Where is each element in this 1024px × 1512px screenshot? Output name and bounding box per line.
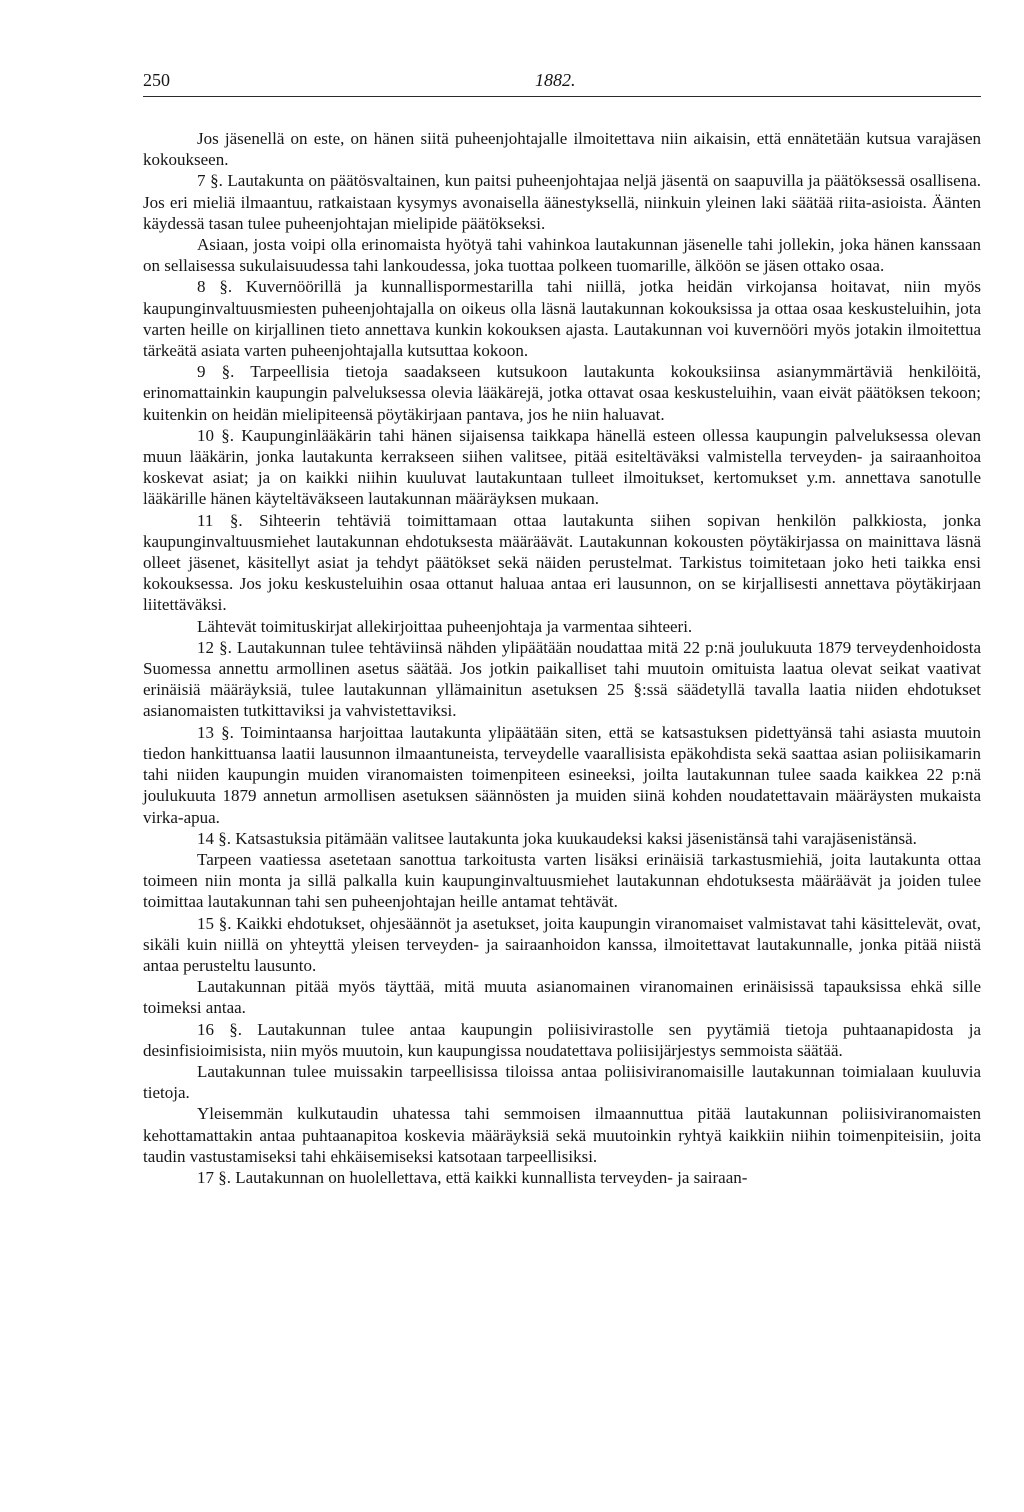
- paragraph-section-16: 16 §. Lautakunnan tulee antaa kaupungin poliisivirastolle sen pyytämiä tietoja puhtaanapidosta ja desinfisioimisista, niin myös muutoin, kun kaupungissa noudatettava poliisijärjestys semmoista säätää.: [143, 1019, 981, 1060]
- running-header-year: 1882.: [535, 70, 576, 90]
- paragraph: Jos jäsenellä on este, on hänen siitä puheenjohtajalle ilmoitettava niin aikaisin, että ennätetään kutsua varajäsen kokoukseen.: [143, 129, 981, 170]
- paragraph-section-12: 12 §. Lautakunnan tulee tehtäviinsä nähden ylipäätään noudattaa mitä 22 p:nä joulukuuta 1879 terveydenhoidosta Suomessa annettu armollinen asetus säätää. Jos jotkin paikalliset tahi muutoin omituista laatua olevat seikat vaativat erinäisiä määräyksiä, tulee lautakunnan yllämainitun asetuksen 25 §:ssä säädetyllä tavalla laatia niiden ehdotukset asianomaisten tutkittaviksi ja vahvistettaviksi.: [143, 637, 981, 721]
- paragraph: Lähtevät toimituskirjat allekirjoittaa puheenjohtaja ja varmentaa sihteeri.: [197, 616, 693, 636]
- paragraph-section-9: 9 §. Tarpeellisia tietoja saadakseen kutsukoon lautakunta kokouksiinsa asianymmärtäviä henkilöitä, erinomattainkin kaupungin palveluksessa olevia lääkärejä, jotka ottavat osaa keskusteluihin, vaan eivät päätöksen tekoon; kuitenkin on heidän mielipiteensä pöytäkirjaan pantava, jos he niin haluavat.: [143, 362, 981, 424]
- paragraph-section-15: 15 §. Kaikki ehdotukset, ohjesäännöt ja asetukset, joita kaupungin viranomaiset valmistavat tahi käsittelevät, ovat, sikäli kuin niillä on yhteyttä yleisen terveyden- ja sairaanhoidon kanssa, ilmoitettavat lautakunnalle, jonka pitää niistä antaa perusteltu lausunto.: [143, 913, 981, 975]
- paragraph-section-13: 13 §. Toimintaansa harjoittaa lautakunta ylipäätään siten, että se katsastuksen pidettyänsä tahi asiasta muutoin tiedon hankittuansa laatii lausunnon ilmaantuneista, terveydelle vaarallisista epäkohdista sekä saattaa asian poliisikamarin tahi niiden kaupungin muiden viranomaisten toimenpiteen esineeksi, joilta lautakunnan tulee saada kaikkea 22 p:nä joulukuuta 1879 annetun armollisen asetuksen säännösten ja muiden siinä kohden noudatettavain määräysten mukaista virka-apua.: [143, 722, 981, 827]
- paragraph: Lautakunnan tulee muissakin tarpeellisissa tiloissa antaa poliisiviranomaisille lautakunnan toimialaan kuuluvia tietoja.: [143, 1061, 981, 1103]
- header-rule: [143, 96, 981, 97]
- paragraph: Tarpeen vaatiessa asetetaan sanottua tarkoitusta varten lisäksi erinäisiä tarkastusmiehiä, joita lautakunta ottaa toimeen niin monta ja sillä palkalla kuin kaupunginvaltuusmiehet lautakunnan ehdotuksesta määräävät ja joiden tulee toimittaa lautakunnan tahi sen puheenjohtajan heille antamat tehtävät.: [143, 849, 981, 912]
- paragraph-section-8: 8 §. Kuvernöörillä ja kunnallispormestarilla tahi niillä, jotka heidän virkojansa hoitavat, niin myös kaupunginvaltuusmiesten puheenjohtajalla on oikeus olla läsnä lautakunnan kokouksissa ja ottaa osaa keskusteluihin, jota varten heille on kirjallinen tieto annettava kunkin kokouksen ajasta. Lautakunnan voi kuvernööri myös jotakin ilmoitettua tärkeätä asiata varten puheenjohtajalla kutsuttaa kokoon.: [143, 277, 981, 361]
- paragraph-section-7: 7 §. Lautakunta on päätösvaltainen, kun paitsi puheenjohtajaa neljä jäsentä on saapuvilla ja päätöksessä osallisena. Jos eri mieliä ilmaantuu, ratkaistaan kysymys avonaisella äänestyksellä, niinkuin yleinen laki säätää riita-asioista. Äänten käydessä tasan tulee puheenjohtajan mielipide päätökseksi.: [143, 171, 981, 233]
- paragraph-section-10: 10 §. Kaupunginlääkärin tahi hänen sijaisensa taikkapa hänellä esteen ollessa kaupungin palveluksessa olevan muun lääkärin, jonka lautakunta kerrakseen siihen valitsee, pitää esiteltäväksi valmistella terveyden- ja sairaanhoitoa koskevat asiat; ja on kaikki niihin kuuluvat lautakuntaan tulleet ilmoitukset, kertomukset y.m. annettava sanotulle lääkärille hänen käyteltäväkseen lautakunnan määräyksen mukaan.: [143, 425, 981, 509]
- page-number: 250: [143, 70, 170, 90]
- paragraph: Asiaan, josta voipi olla erinomaista hyötyä tahi vahinkoa lautakunnan jäsenelle tahi jollekin, joka hänen kanssaan on sellaisessa sukulaisuudessa tahi lankoudessa, joka tuottaa polkeen tuomarille, älköön se jäsen ottako osaa.: [143, 235, 981, 276]
- body-text: [143, 128, 981, 1188]
- paragraph-section-17: 17 §. Lautakunnan on huolellettava, että kaikki kunnallista terveyden- ja sairaan-: [197, 1167, 748, 1187]
- document-page: [143, 68, 981, 1188]
- paragraph: Lautakunnan pitää myös täyttää, mitä muuta asianomainen viranomainen erinäisissä tapauksissa ehkä sille toimeksi antaa.: [143, 977, 981, 1018]
- paragraph-section-14: 14 §. Katsastuksia pitämään valitsee lautakunta joka kuukaudeksi kaksi jäsenistänsä tahi varajäsenistänsä.: [197, 828, 917, 848]
- paragraph-section-11: 11 §. Sihteerin tehtäviä toimittamaan ottaa lautakunta siihen sopivan henkilön palkkiosta, jonka kaupunginvaltuusmiehet lautakunnan ehdotuksesta määräävät. Lautakunnan kokousten pöytäkirjassa on mainittava läsnä olleet jäsenet, käsitellyt asiat ja tehdyt päätökset sekä näiden perustelmat. Tarkistus toimitetaan joko heti taikka ensi kokouksessa. Jos joku keskusteluihin osaa ottanut haluaa antaa eri lausunnon, on se kirjallisesti annettava pöytäkirjaan liitettäväksi.: [143, 510, 981, 615]
- paragraph: Yleisemmän kulkutaudin uhatessa tahi semmoisen ilmaannuttua pitää lautakunnan poliisiviranomaisten kehottamattakin antaa puhtaanapitoa koskevia määräyksiä sekä muutoinkin ryhtyä kaikkiin niihin toimenpiteisiin, joita taudin vastustamiseksi tahi ehkäisemiseksi katsotaan tarpeellisiksi.: [143, 1104, 981, 1166]
- running-header: [143, 68, 981, 92]
